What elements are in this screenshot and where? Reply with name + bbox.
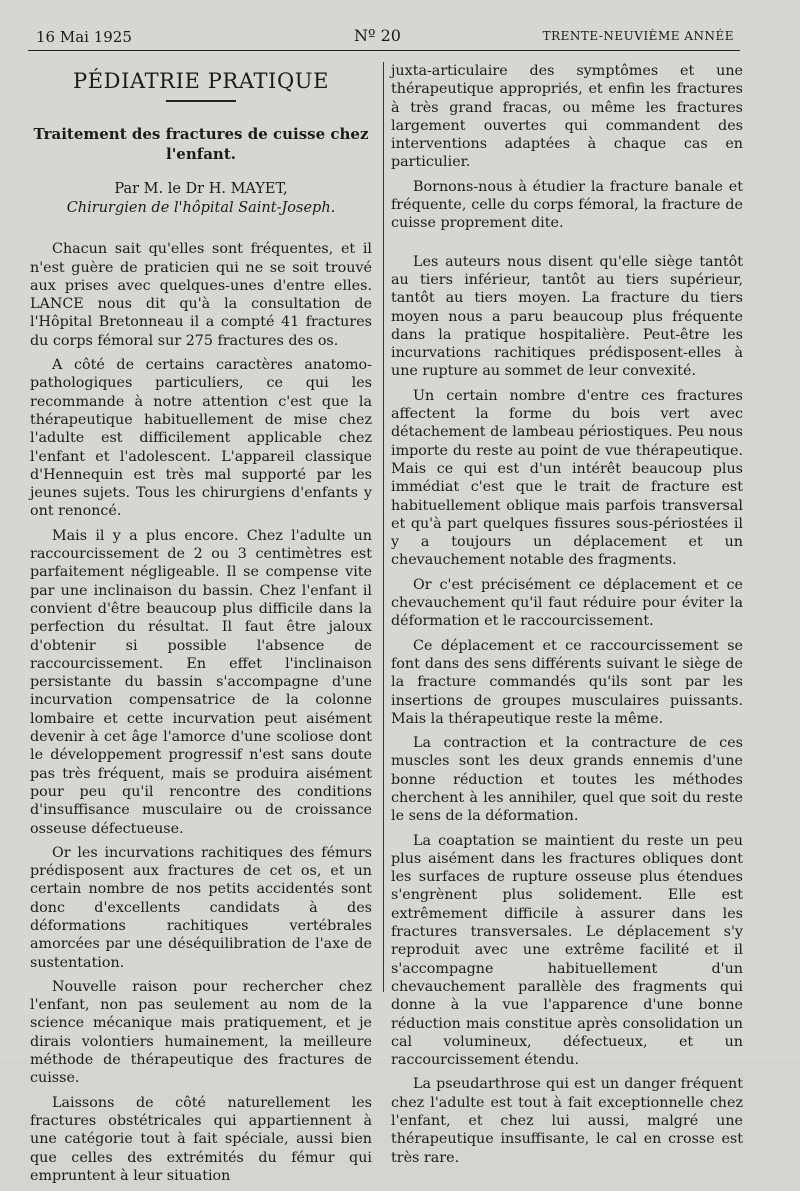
paragraph: Mais il y a plus encore. Chez l'adulte un raccourcissement de 2 ou 3 centimètres est parfaitement négligeable. Il se compense vite par une inclinaison du bassin. Chez l'enfant il convient d'être beaucoup plus difficile dans la perfection du résultat. Il faut être jaloux d'obtenir si possible l'absence de raccourcissement. En effet l'inclinaison persistante du bassin s'accompagne d'une incurvation compensatrice de la colonne lombaire et cette incurvation peut aisément devenir à cet âge l'amorce d'une scoliose dont le développement progressif n'est sans doute pas très fréquent, mais se produira aisément pour peu qu'il rencontre des conditions d'insuffisance musculaire ou de croissance osseuse défectueuse. [30, 527, 372, 837]
volume-year: TRENTE-NEUVIÈME ANNÉE [542, 29, 734, 43]
paragraph: Bornons-nous à étudier la fracture banale et fréquente, celle du corps fémoral, la fracture de cuisse proprement dite. [391, 178, 743, 232]
paragraph: Nouvelle raison pour rechercher chez l'enfant, non pas seulement au nom de la science mécanique mais pratiquement, et je dirais volontiers humainement, la meilleure méthode de thérapeutique des fractures de cuisse. [30, 978, 372, 1087]
paragraph: Les auteurs nous disent qu'elle siège tantôt au tiers inférieur, tantôt au tiers supérieur, tantôt au tiers moyen. La fracture du tiers moyen nous a paru beaucoup plus fréquente dans la pratique hospitalière. Peut-être les incurvations rachitiques prédisposent-elles à une rupture au sommet de leur convexité. [391, 253, 743, 380]
header-rule [28, 50, 740, 51]
left-column [30, 62, 372, 1191]
paragraph: La coaptation se maintient du reste un peu plus aisément dans les fractures obliques dont les surfaces de rupture osseuse plus étendues s'engrènent plus solidement. Elle est extrêmement difficile à assurer dans les fractures transversales. Le déplacement s'y reproduit avec une extrême facilité et il s'accompagne habituellement d'un chevauchement parallèle des fragments qui donne à la vue l'apparence d'une bonne réduction mais constitue après consolidation un cal volumineux, défectueux, et un raccourcissement étendu. [391, 832, 743, 1069]
paragraph: Laissons de côté naturellement les fractures obstétricales qui appartiennent à une catégorie tout à fait spéciale, aussi bien que celles des extrémités du fémur qui empruntent à leur situation [30, 1094, 372, 1184]
issue-date: 16 Mai 1925 [36, 28, 132, 46]
right-column [391, 62, 743, 1173]
section-title: PÉDIATRIE PRATIQUE [72, 69, 330, 93]
paragraph: La contraction et la contracture de ces muscles sont les deux grands ennemis d'une bonne réduction et toutes les méthodes cherchent à les annihiler, quel que soit du reste le sens de la déformation. [391, 735, 743, 825]
issue-number: Nº 20 [354, 26, 401, 45]
paragraph: A côté de certains caractères anatomo-pathologiques particuliers, ce qui les recommande à notre attention c'est que la thérapeutique habituellement de mise chez l'adulte est difficilement applicable chez l'enfant et l'adolescent. L'appareil classique d'Hennequin est très mal supporté par les jeunes sujets. Tous les chirurgiens d'enfants y ont renoncé. [30, 357, 372, 520]
byline [30, 180, 372, 218]
paragraph: La pseudarthrose qui est un danger fréquent chez l'adulte est tout à fait exceptionnelle chez l'enfant, et chez lui aussi, malgré une thérapeutique insuffisante, le cal en crosse est très rare. [391, 1076, 743, 1166]
paragraph: Ce déplacement et ce raccourcissement se font dans des sens différents suivant le siège de la fracture commandés qu'ils sont par les insertions de groupes musculaires puissants. Mais la thérapeutique reste la même. [391, 637, 743, 727]
author-line: Par M. le Dr H. MAYET, [114, 181, 288, 198]
column-divider [383, 62, 384, 992]
paragraph: Or les incurvations rachitiques des fémurs prédisposent aux fractures de cet os, et un certain nombre de nos petits accidentés sont donc d'excellents candidats à des déformations rachitiques vertébrales amorcées par une déséquilibration de l'axe de sustentation. [30, 844, 372, 971]
paragraph-continuation: juxta-articulaire des symptômes et une thérapeutique appropriés, et enfin les fractures à très grand fracas, ou même les fractures largement ouvertes qui commandent des interventions adaptées à chaque cas en particulier. [391, 63, 743, 171]
author-affiliation: Chirurgien de l'hôpital Saint-Joseph. [66, 200, 336, 217]
paragraph: Chacun sait qu'elles sont fréquentes, et il n'est guère de praticien qui ne se soit trouvé aux prises avec quelques-unes d'entre elles. LANCE nous dit qu'à la consultation de l'Hôpital Bretonneau il a compté 41 fractures du corps fémoral sur 275 fractures des os. [30, 241, 372, 349]
page-header [36, 28, 734, 50]
article-title: Traitement des fractures de cuisse chez l'enfant. [33, 125, 369, 164]
paragraph: Un certain nombre d'entre ces fractures affectent la forme du bois vert avec détachement de lambeau périostiques. Peu nous importe du reste au point de vue thérapeutique. Mais ce qui est d'un intérêt beaucoup plus immédiat c'est que le trait de fracture est habituellement oblique mais parfois transversal et qu'à part quelques fissures sous-périostées il y a toujours un déplacement et un chevauchement notable des fragments. [391, 387, 743, 569]
title-rule [166, 100, 236, 102]
paragraph: Or c'est précisément ce déplacement et ce chevauchement qu'il faut réduire pour éviter la déformation et le raccourcissement. [391, 576, 743, 630]
